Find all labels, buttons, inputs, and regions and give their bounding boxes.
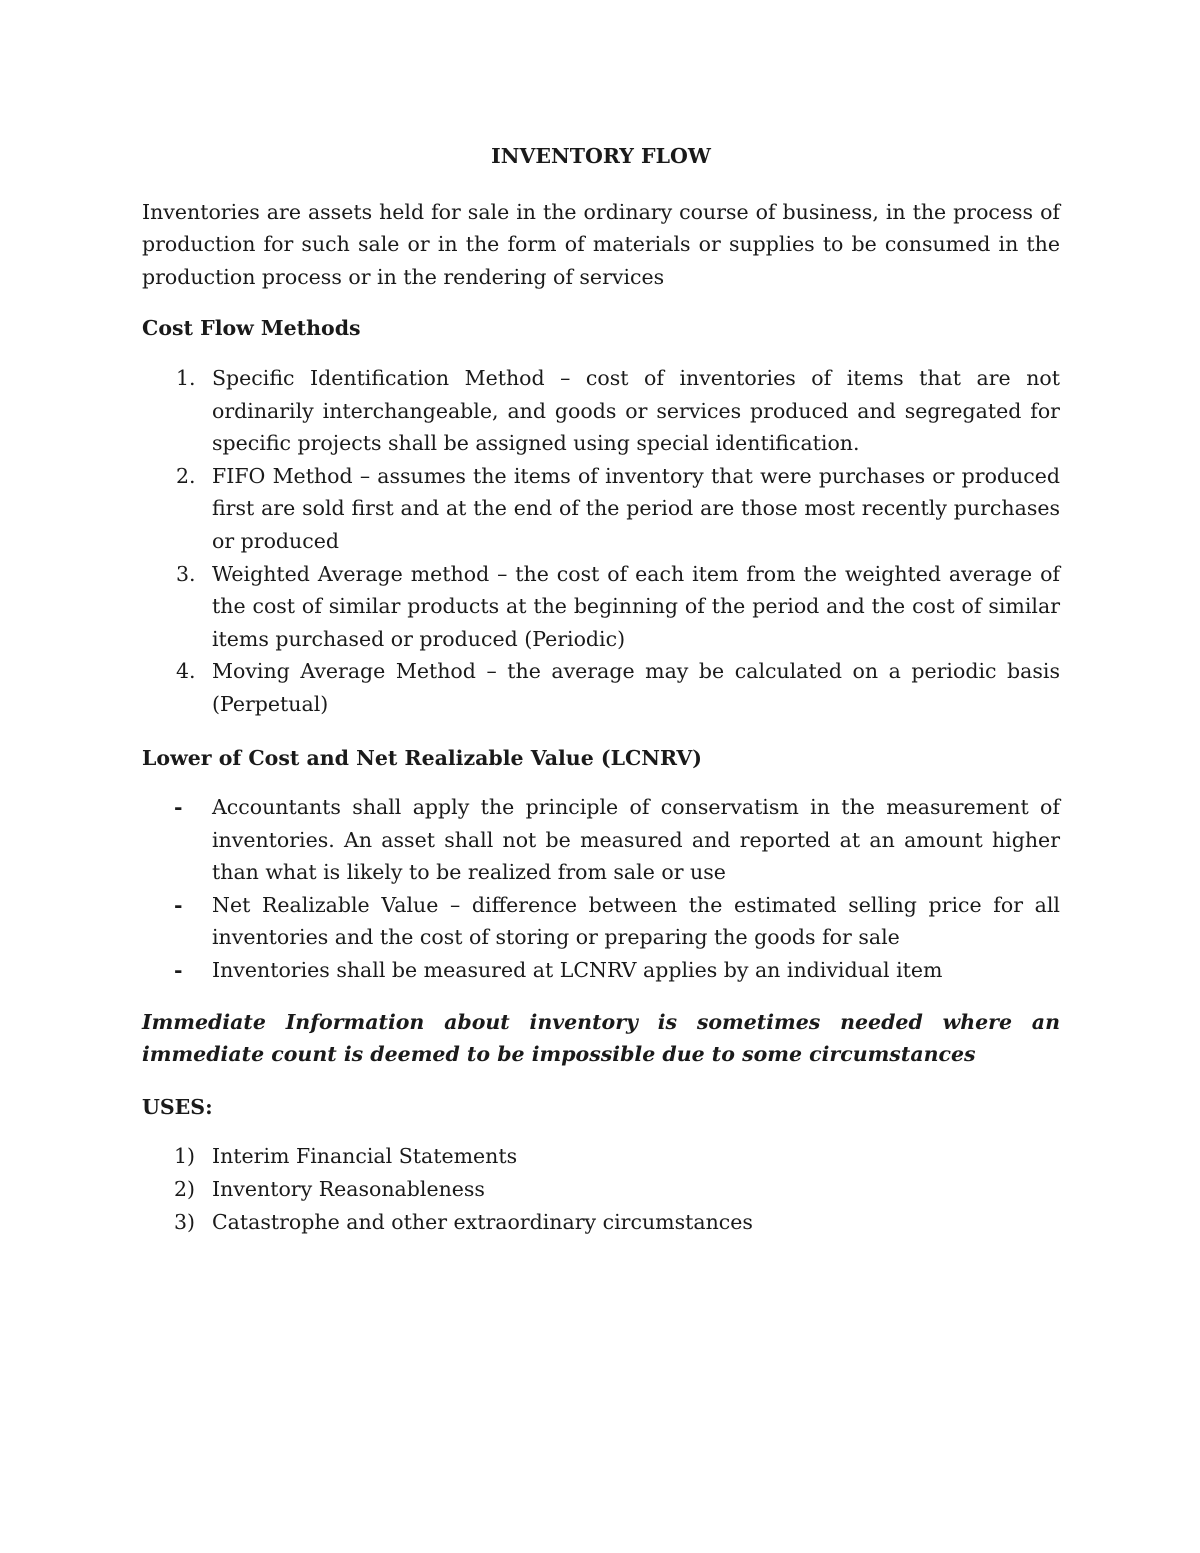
lcnrv-heading: Lower of Cost and Net Realizable Value (LCNRV) [142, 745, 702, 770]
list-item-text: Inventories shall be measured at LCNRV applies by an individual item [212, 958, 943, 983]
list-item [142, 889, 1060, 954]
list-marker: - [174, 892, 183, 917]
list-item-text: Specific Identification Method – cost of inventories of items that are not ordinarily interchangeable, and goods or services produced and segregated for specific projects shall be assigned using special identification. [212, 365, 1060, 456]
document-title: INVENTORY FLOW [491, 144, 711, 168]
list-marker: 3) [174, 1209, 196, 1234]
list-marker: 3. [176, 561, 196, 586]
list-item-text: Accountants shall apply the principle of conservatism in the measurement of inventories. An asset shall not be measured and reported at an amount higher than what is likely to be realized from sale or use [212, 795, 1060, 885]
list-item [142, 460, 1060, 558]
list-item [142, 1206, 1060, 1239]
intro-paragraph: Inventories are assets held for sale in the ordinary course of business, in the process of production for such sale or in the form of materials or supplies to be consumed in the production process or in the rendering of services [142, 199, 1060, 289]
list-item-text: FIFO Method – assumes the items of inventory that were purchases or produced first are sold first and at the end of the period are those most recently purchases or produced [212, 463, 1060, 553]
list-item-text: Catastrophe and other extraordinary circumstances [212, 1209, 753, 1234]
list-item-text: Inventory Reasonableness [212, 1177, 485, 1202]
list-item [142, 558, 1060, 656]
list-marker: - [174, 958, 183, 983]
cost-flow-list [142, 362, 1060, 721]
list-item-text: Interim Financial Statements [212, 1144, 518, 1169]
list-marker: 2. [176, 463, 196, 488]
list-item [142, 1173, 1060, 1206]
list-item-text: Weighted Average method – the cost of each item from the weighted average of the cost of similar products at the beginning of the period and the cost of similar items purchased or produced (Periodic) [212, 561, 1060, 651]
list-marker: 2) [174, 1177, 196, 1202]
list-item [142, 362, 1060, 460]
emphasis-paragraph: Immediate Information about inventory is sometimes needed where an immediate count is deemed to be impossible due to some circumstances [142, 1009, 1060, 1067]
uses-list [142, 1140, 1060, 1238]
document-page [142, 140, 1060, 1238]
list-item-text: Net Realizable Value – difference between the estimated selling price for all inventories and the cost of storing or preparing the goods for sale [212, 892, 1060, 950]
uses-heading: USES: [142, 1094, 213, 1119]
list-item [142, 655, 1060, 720]
list-item [142, 954, 1060, 987]
list-item [142, 1140, 1060, 1173]
list-marker: 4. [176, 659, 196, 684]
list-marker: - [174, 795, 183, 820]
cost-flow-heading: Cost Flow Methods [142, 316, 361, 341]
list-marker: 1) [174, 1144, 196, 1169]
lcnrv-list [142, 791, 1060, 987]
list-item [142, 791, 1060, 889]
list-item-text: Moving Average Method – the average may be calculated on a periodic basis (Perpetual) [212, 659, 1060, 716]
list-marker: 1. [176, 365, 196, 390]
